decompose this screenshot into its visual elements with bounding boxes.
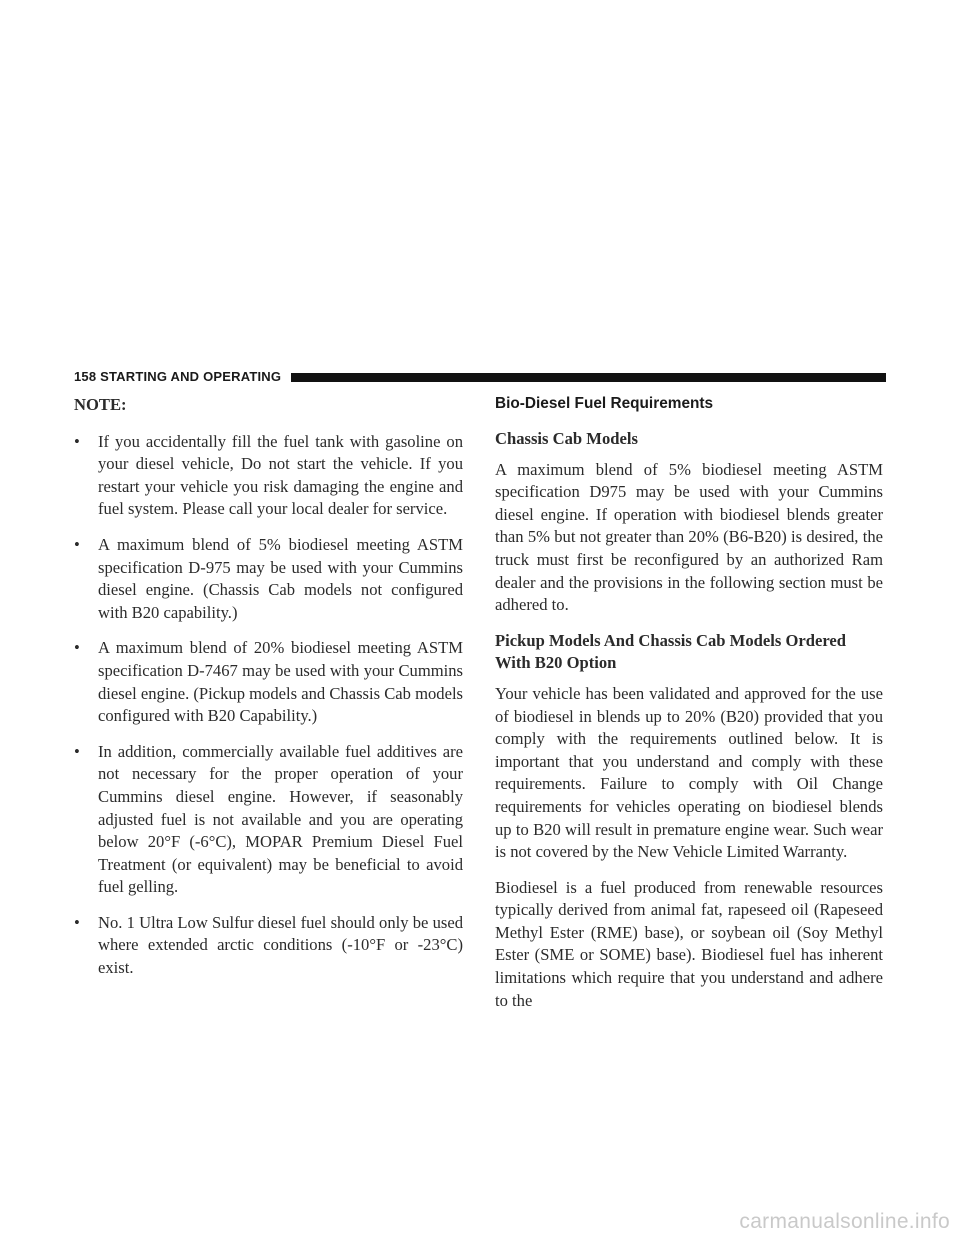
bullet-icon: • bbox=[74, 534, 80, 554]
bullet-text: A maximum blend of 20% biodiesel meeting ASTM specification D-7467 may be used with your Cummins diesel engine. (Pickup models and Chassis Cab models configured with B20 Capability.) bbox=[98, 638, 464, 726]
section-title: Bio-Diesel Fuel Requirements bbox=[495, 395, 714, 412]
left-column bbox=[74, 392, 463, 993]
pickup-paragraph: Your vehicle has been validated and approved for the use of biodiesel in blends up to 20% (B20) provided that you comply with the requirements outlined below. It is important that you understand and comply with these requirements. Failure to comply with Oil Change requirements for vehicles operating on biodiesel blends up to B20 will result in premature engine wear. Such wear is not covered by the New Vehicle Limited Warranty. bbox=[495, 683, 883, 862]
bullet-text: No. 1 Ultra Low Sulfur diesel fuel should only be used where extended arctic conditions (-10°F or -23°C) exist. bbox=[98, 912, 463, 978]
bullet-icon: • bbox=[74, 912, 80, 932]
list-item bbox=[74, 912, 463, 980]
bullet-icon: • bbox=[74, 638, 80, 658]
page-header-label: 158 STARTING AND OPERATING bbox=[74, 369, 282, 384]
list-item bbox=[74, 534, 463, 624]
bullet-text: If you accidentally fill the fuel tank with gasoline on your diesel vehicle, Do not start the vehicle. If you restart your vehicle you risk damaging the engine and fuel system. Please call your local dealer for service. bbox=[98, 431, 463, 519]
list-item bbox=[74, 637, 463, 727]
right-column bbox=[495, 392, 883, 1025]
bullet-text: In addition, commercially available fuel additives are not necessary for the proper operation of your Cummins diesel engine. However, if seasonably adjusted fuel is not available and you are operating below 20°F (-6°C), MOPAR Premium Diesel Fuel Treatment (or equivalent) may be beneficial to avoid fuel gelling. bbox=[98, 741, 463, 897]
note-bullet-list bbox=[74, 431, 463, 980]
page-header bbox=[74, 369, 886, 385]
bullet-icon: • bbox=[74, 741, 80, 761]
chassis-cab-paragraph: A maximum blend of 5% biodiesel meeting ASTM specification D975 may be used with your Cummins diesel engine. If operation with biodiesel blends greater than 5% but not greater than 20% (B6-B20) is desired, the truck must first be reconfigured by an authorized Ram dealer and the provisions in the following section must be adhered to. bbox=[495, 459, 883, 615]
list-item bbox=[74, 431, 463, 521]
pickup-heading: Pickup Models And Chassis Cab Models Ordered With B20 Option bbox=[495, 630, 846, 673]
watermark-text: carmanualsonline.info bbox=[739, 1210, 950, 1233]
list-item bbox=[74, 741, 463, 899]
bullet-text: A maximum blend of 5% biodiesel meeting ASTM specification D-975 may be used with your Cummins diesel engine. (Chassis Cab models not configured with B20 capability.) bbox=[98, 534, 463, 622]
biodiesel-paragraph: Biodiesel is a fuel produced from renewable resources typically derived from animal fat, rapeseed oil (Rapeseed Methyl Ester (RME) base), or soybean oil (Soy Methyl Ester (SME or SOME) base). Biodiesel fuel has inherent limitations which require that you understand and adhere to the bbox=[495, 877, 883, 1010]
header-divider-bar bbox=[291, 373, 886, 382]
chassis-cab-heading: Chassis Cab Models bbox=[495, 429, 638, 448]
note-label: NOTE: bbox=[74, 395, 127, 414]
bullet-icon: • bbox=[74, 431, 80, 451]
